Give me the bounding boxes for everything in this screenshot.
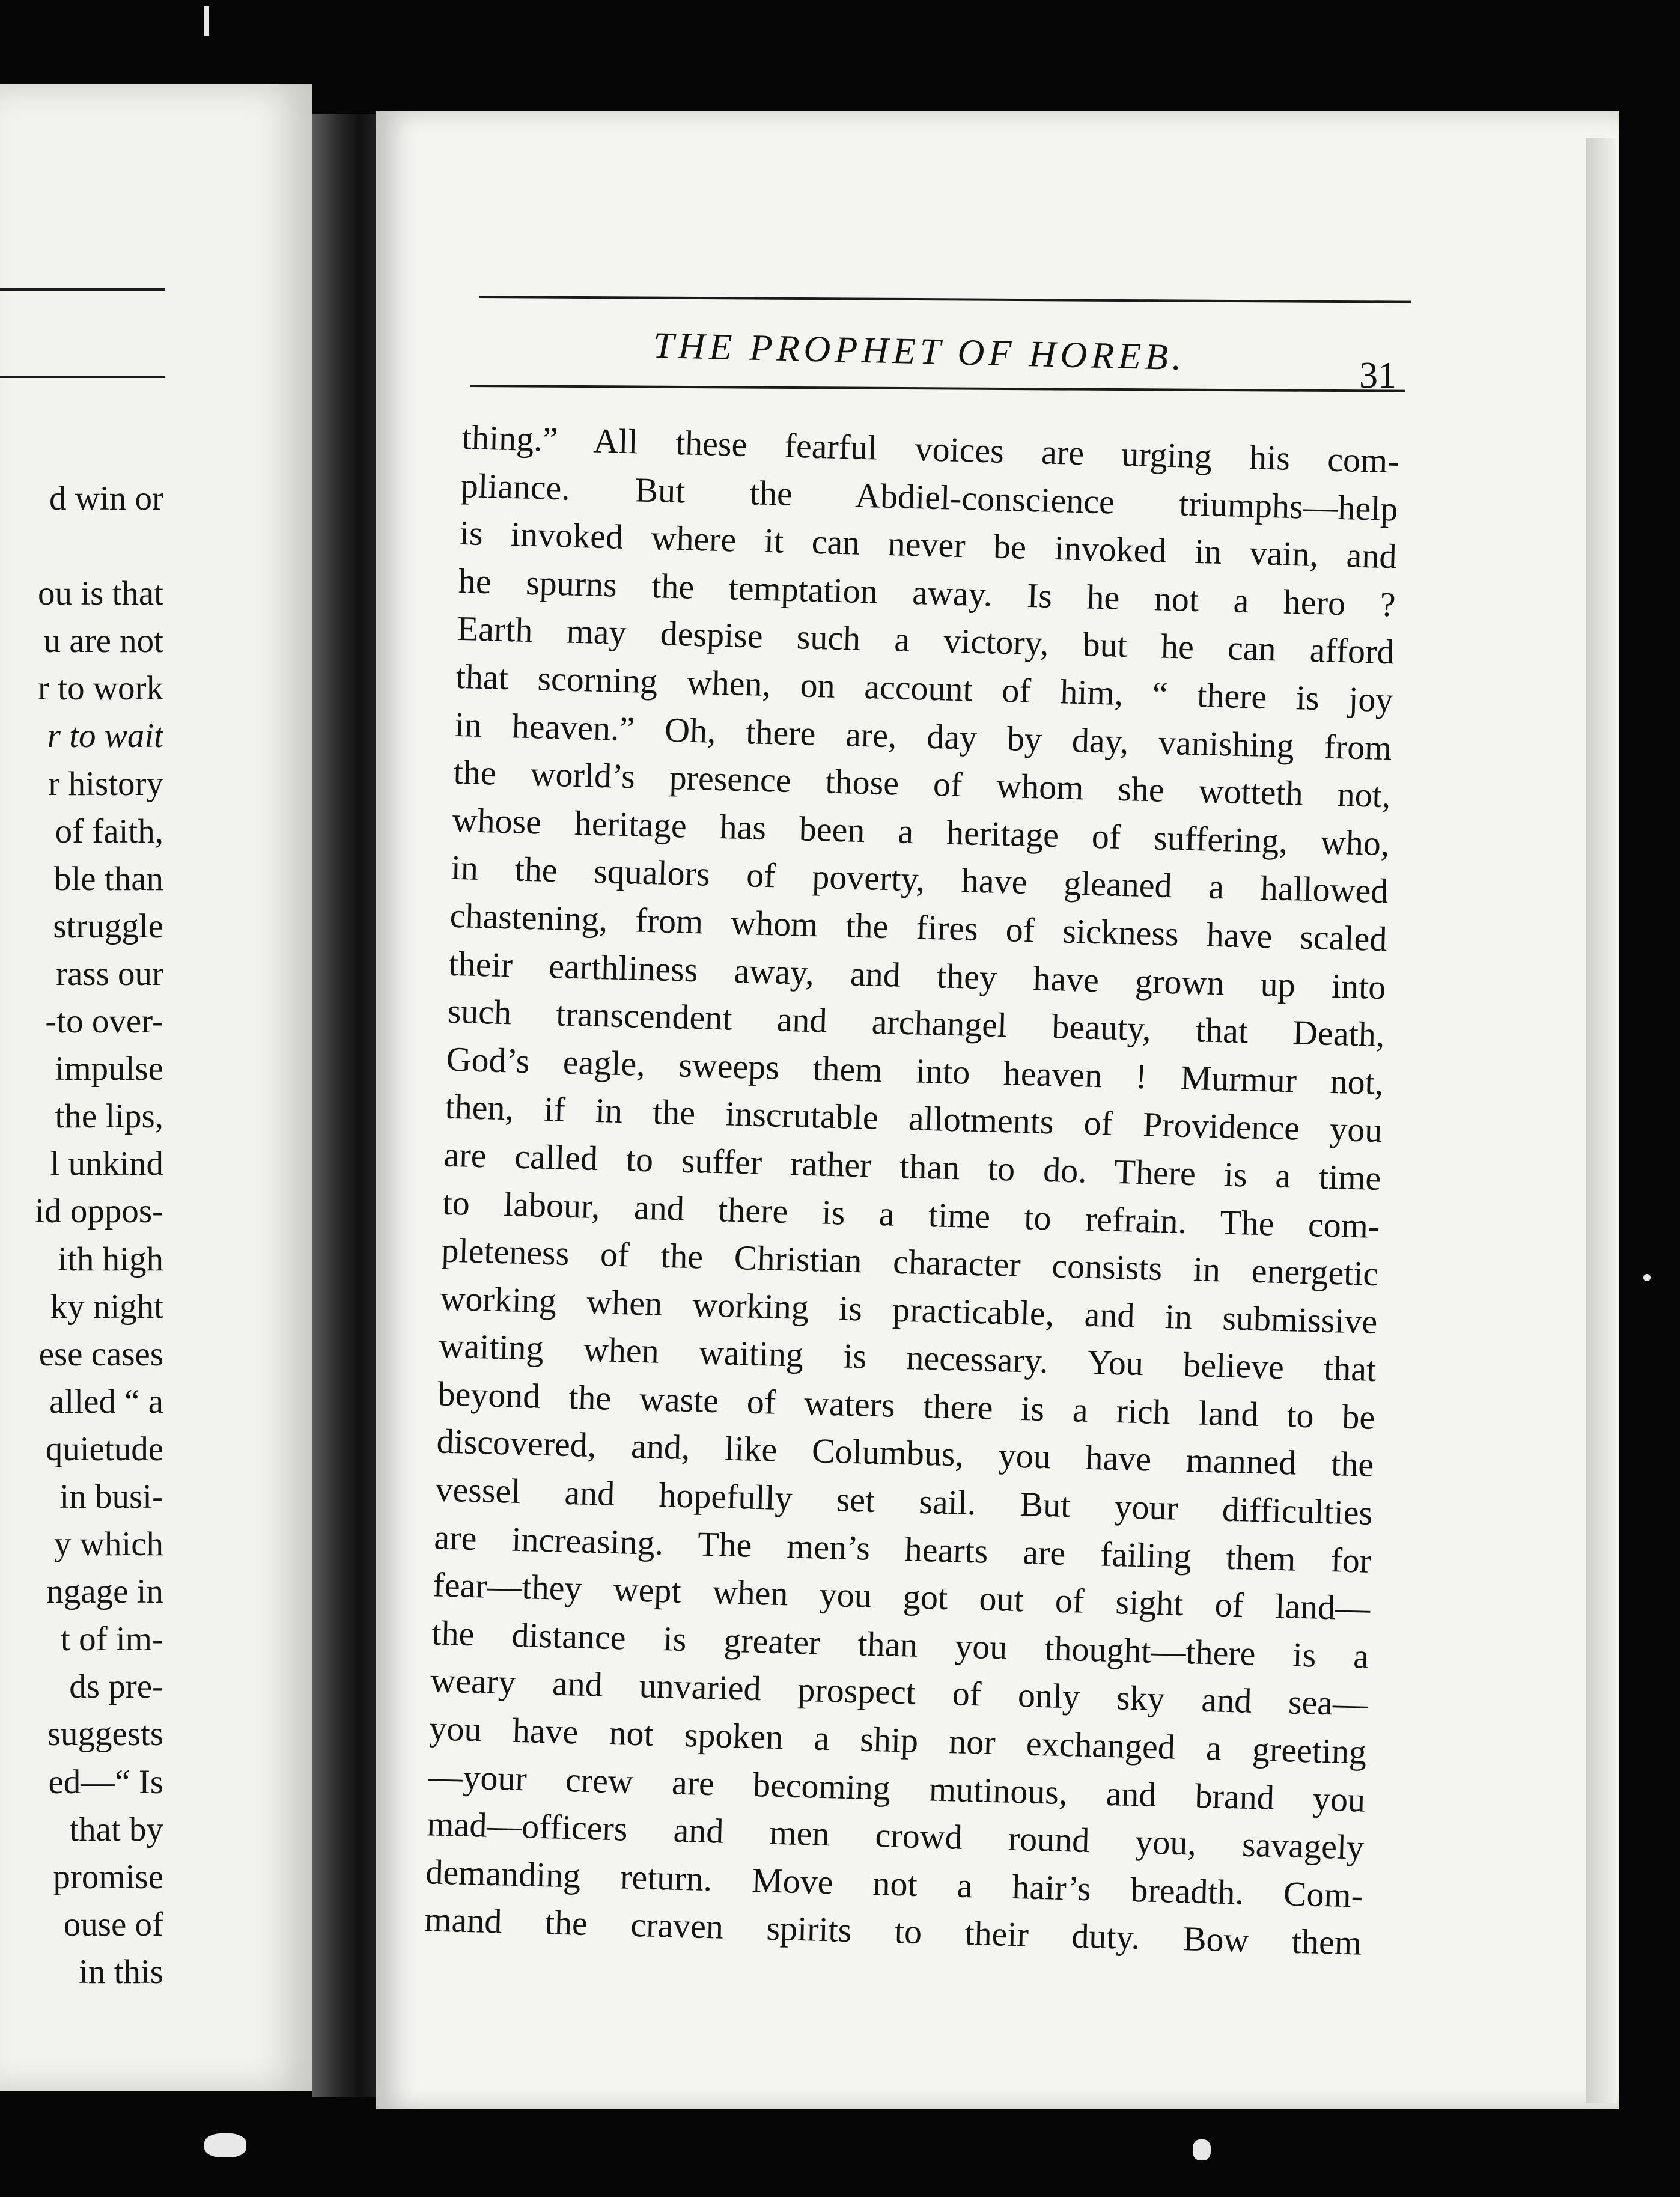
left-page-line: impulse [55, 1050, 163, 1088]
text-line: demanding return. Move not a hair’s breadth. Com- [425, 1852, 1363, 1915]
text-line: thing.” All these fearful voices are urging his com- [461, 417, 1400, 481]
dust-speck [1193, 2139, 1211, 2160]
dust-speck [1643, 1274, 1651, 1281]
text-line: discovered, and, like Columbus, you have manned the [436, 1421, 1375, 1485]
left-page-line: d win or [49, 480, 163, 517]
left-page-line: in this [79, 1952, 163, 1991]
left-page-line: l unkind [50, 1145, 163, 1183]
text-line: pliance. But the Abdiel-conscience triumphs—help [460, 465, 1399, 529]
book-gutter-shadow [312, 114, 379, 2097]
text-line: that scorning when, on account of him, “ there is joy [455, 656, 1394, 720]
text-line: such transcendent and archangel beauty, that Death, [447, 991, 1386, 1055]
left-page-line: -to over- [45, 1002, 163, 1041]
text-line: in heaven.” Oh, there are, day by day, vanishing from [454, 704, 1393, 767]
text-line: mand the craven spirits to their duty. Bow them [424, 1900, 1362, 1963]
text-line: chastening, from whom the fires of sickness have scaled [449, 895, 1388, 959]
text-line: —your crew are becoming mutinous, and brand you [427, 1756, 1366, 1820]
text-line: whose heritage has been a heritage of suffering, who, [452, 800, 1390, 863]
left-page-line: id oppos- [35, 1192, 163, 1231]
left-page-line: that by [69, 1810, 163, 1848]
left-page-line: of faith, [55, 812, 163, 850]
left-page-line: in busi- [59, 1477, 163, 1516]
text-line: the world’s presence those of whom she wotteth not, [453, 752, 1392, 815]
left-page-line: r to wait [47, 717, 163, 755]
left-page-line: r history [48, 764, 163, 803]
dust-speck [204, 2133, 246, 2157]
page-number: 31 [1359, 355, 1396, 396]
page-edge [1586, 138, 1616, 2103]
text-line: their earthliness away, and they have grown up into [448, 943, 1387, 1007]
left-page-line: ith high [58, 1240, 163, 1278]
left-page-line: the lips, [55, 1097, 163, 1136]
text-line: are called to suffer rather than to do. There is a time [443, 1135, 1382, 1198]
text-line: working when working is practicable, and in submissive [439, 1278, 1378, 1341]
text-line: fear—they wept when you got out of sight of land— [432, 1565, 1371, 1629]
left-page-text-fragment [0, 475, 163, 1996]
text-line: weary and unvaried prospect of only sky and sea— [430, 1660, 1368, 1724]
left-page-line: ese cases [38, 1335, 163, 1373]
left-page-line: rass our [56, 954, 163, 993]
left-page-line: promise [53, 1857, 163, 1896]
left-page-line: y which [53, 1525, 163, 1564]
left-page-line: ky night [50, 1287, 163, 1326]
body-text [424, 413, 1400, 1967]
text-line: is invoked where it can never be invoked in vain, and [459, 513, 1398, 576]
left-page-line: struggle [53, 907, 163, 945]
left-page-line: alled “ a [49, 1382, 163, 1421]
text-line: vessel and hopefully set sail. But your difficulties [434, 1469, 1374, 1532]
left-page-line: suggests [47, 1715, 163, 1754]
text-line: are increasing. The men’s hearts are failing them for [433, 1517, 1372, 1580]
dust-speck [204, 6, 209, 36]
text-line: beyond the waste of waters there is a rich land to be [437, 1374, 1376, 1437]
running-head: THE PROPHET OF HOREB. [653, 325, 1187, 379]
text-line: he spurns the temptation away. Is he not a hero ? [458, 561, 1396, 624]
text-line: then, if in the inscrutable allotments of Providence you [444, 1086, 1383, 1150]
left-page-line: ouse of [63, 1905, 163, 1943]
text-line: the distance is greater than you thought—there is a [431, 1613, 1369, 1676]
text-line: waiting when waiting is necessary. You believe that [438, 1326, 1377, 1389]
text-line: Earth may despise such a victory, but he can afford [457, 609, 1395, 672]
text-line: you have not spoken a ship nor exchanged a greeting [428, 1708, 1367, 1772]
left-page-line [0, 522, 163, 570]
left-page-rule-top [0, 288, 165, 291]
text-line: to labour, and there is a time to refrain. The com- [442, 1183, 1381, 1246]
left-page-line: r to work [38, 669, 163, 708]
left-page-line: t of im- [61, 1620, 163, 1659]
left-page-rule-bottom [0, 376, 165, 378]
left-page-line: ds pre- [69, 1668, 163, 1706]
left-page-line: ou is that [38, 574, 163, 613]
left-page-line: quietude [45, 1430, 163, 1468]
left-facing-page [0, 84, 312, 2091]
text-line: pleteness of the Christian character consists in energetic [440, 1230, 1380, 1294]
left-page-line: ngage in [46, 1573, 163, 1611]
text-line: God’s eagle, sweeps them into heaven ! Murmur not, [445, 1039, 1384, 1102]
text-line: mad—officers and men crowd round you, savagely [426, 1804, 1365, 1867]
left-page-line: ed—“ Is [48, 1763, 163, 1801]
left-page-line: u are not [43, 622, 163, 660]
left-page-line: ble than [53, 859, 163, 898]
text-line: in the squalors of poverty, have gleaned a hallowed [451, 848, 1389, 911]
